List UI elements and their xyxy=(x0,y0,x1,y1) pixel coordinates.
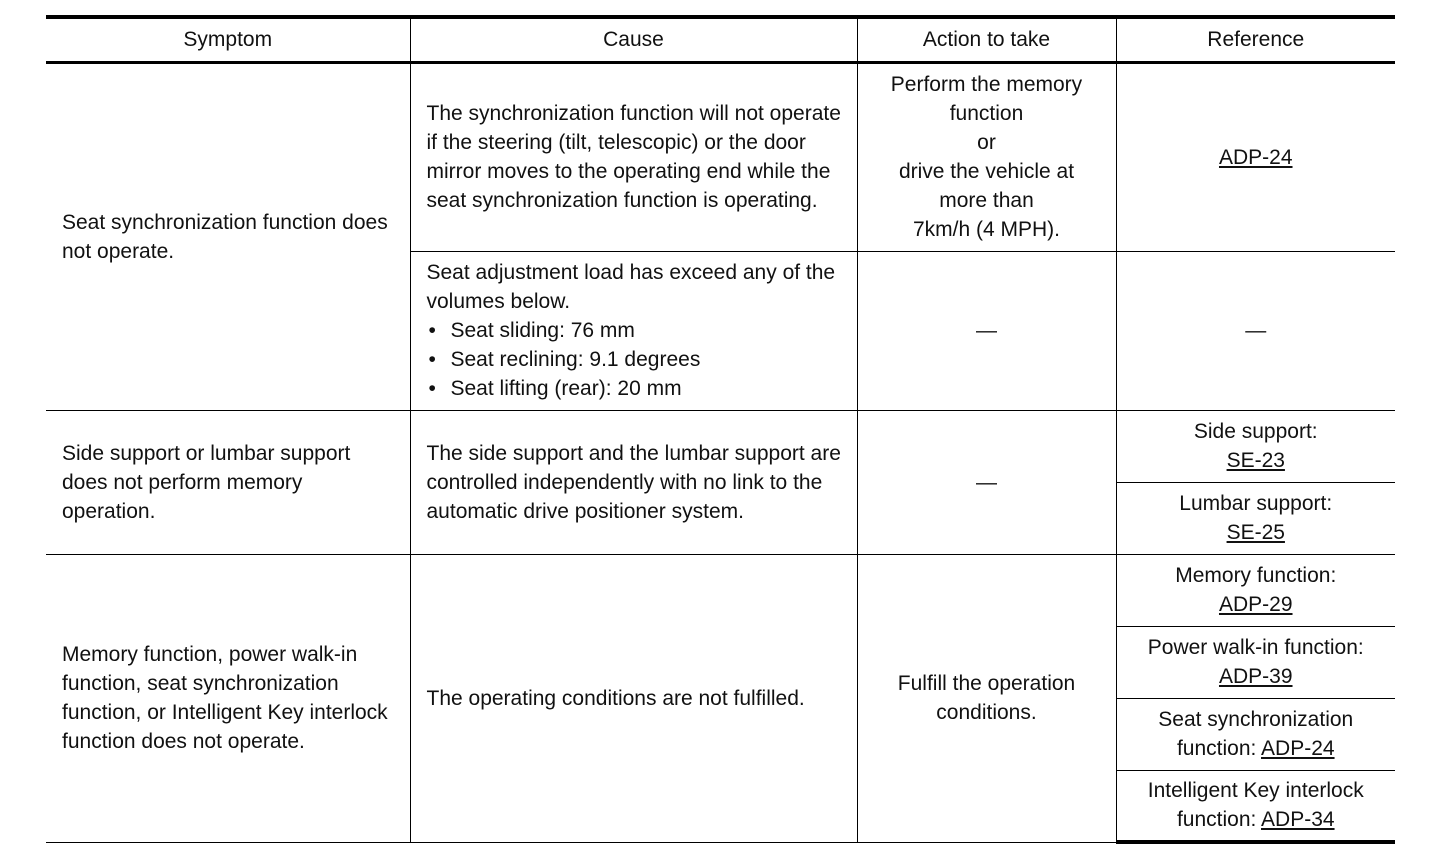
action-line: 7km/h (4 MPH). xyxy=(912,218,1061,241)
header-symptom: Symptom xyxy=(46,17,410,62)
reference-link[interactable]: SE-25 xyxy=(1226,521,1285,544)
reference-label: Side support: xyxy=(1193,420,1318,443)
cause-cell: The synchronization function will not operate if the steering (tilt, telescopic) or the door mirror moves to the operating end while the seat synchronization function is operating. xyxy=(410,62,857,251)
reference-link[interactable]: ADP-24 xyxy=(1261,737,1335,760)
reference-cell xyxy=(1116,626,1395,698)
table-row xyxy=(46,554,1395,626)
table-row xyxy=(46,410,1395,482)
header-action: Action to take xyxy=(857,17,1116,62)
header-cause: Cause xyxy=(410,17,857,62)
reference-label: Intelligent Key interlock xyxy=(1147,779,1364,803)
reference-cell xyxy=(1116,554,1395,626)
reference-label: function: xyxy=(1176,737,1262,760)
reference-label: function: xyxy=(1176,808,1262,832)
cause-item-list xyxy=(427,316,845,403)
cause-cell: The side support and the lumbar support are controlled independently with no link to the automatic drive positioner system. xyxy=(410,410,857,554)
cause-intro: Seat adjustment load has exceed any of the volumes below. xyxy=(426,261,836,313)
reference-label: Seat synchronization xyxy=(1158,708,1354,731)
action-cell xyxy=(857,62,1116,251)
symptom-cell: Side support or lumbar support does not perform memory operation. xyxy=(46,410,410,554)
diagnosis-table xyxy=(46,15,1395,844)
reference-label: Lumbar support: xyxy=(1179,492,1333,515)
symptom-cell: Memory function, power walk-in function, seat synchronization function, or Intelligent Key interlock function does not operate. xyxy=(46,554,410,842)
header-row xyxy=(46,17,1395,62)
action-line: function xyxy=(949,102,1024,125)
list-item: • Seat sliding: 76 mm xyxy=(427,316,845,345)
reference-label: Power walk-in function: xyxy=(1147,636,1364,659)
reference-label: Memory function: xyxy=(1175,564,1337,587)
reference-link[interactable]: ADP-29 xyxy=(1218,593,1293,616)
diagnosis-table-container xyxy=(46,15,1395,844)
cause-cell: The operating conditions are not fulfilled. xyxy=(410,554,857,842)
reference-cell xyxy=(1116,770,1395,842)
action-cell: Fulfill the operation conditions. xyxy=(857,554,1116,842)
action-line: more than xyxy=(939,189,1034,212)
reference-link[interactable]: ADP-34 xyxy=(1261,808,1335,832)
table-row xyxy=(46,62,1395,251)
reference-link[interactable]: ADP-24 xyxy=(1218,145,1293,169)
reference-cell xyxy=(1116,62,1395,251)
reference-cell xyxy=(1116,698,1395,770)
reference-link[interactable]: SE-23 xyxy=(1226,449,1285,472)
reference-cell: — xyxy=(1116,251,1395,410)
action-line: drive the vehicle at xyxy=(898,160,1075,183)
cause-cell xyxy=(410,251,857,410)
action-line: Perform the memory xyxy=(890,73,1083,96)
reference-cell xyxy=(1116,410,1395,482)
action-cell: — xyxy=(857,251,1116,410)
action-cell: — xyxy=(857,410,1116,554)
reference-cell xyxy=(1116,482,1395,554)
header-reference: Reference xyxy=(1116,17,1395,62)
list-item: • Seat lifting (rear): 20 mm xyxy=(427,374,845,403)
action-line: or xyxy=(977,131,996,154)
list-item: • Seat reclining: 9.1 degrees xyxy=(427,345,845,374)
reference-link[interactable]: ADP-39 xyxy=(1218,665,1293,688)
symptom-cell: Seat synchronization function does not operate. xyxy=(46,62,410,410)
